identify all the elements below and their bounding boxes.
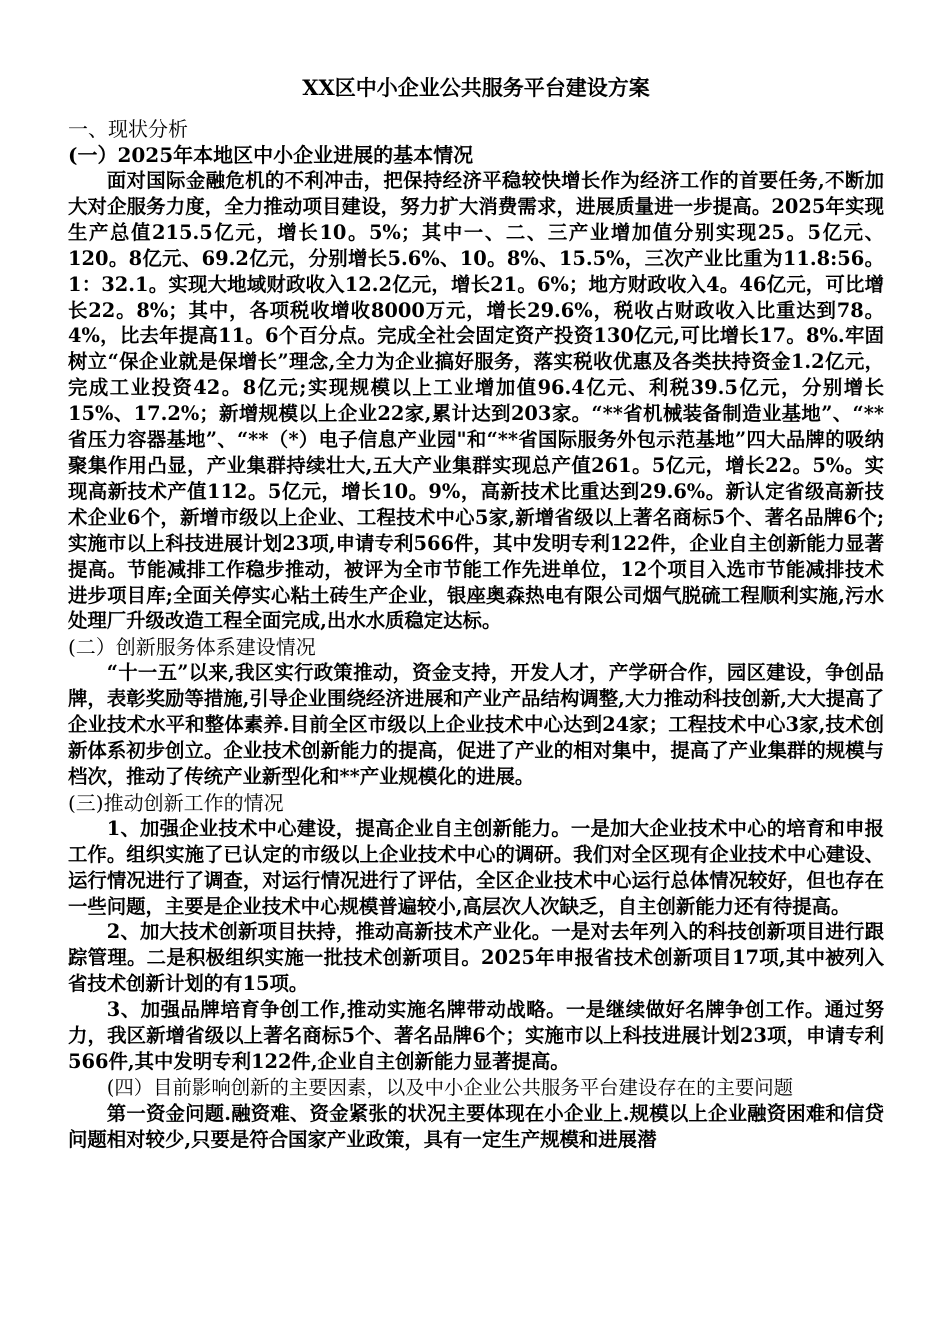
subsection-heading-main-factors: (四）目前影响创新的主要因素，以及中小企业公共服务平台建设存在的主要问题 [106, 1075, 794, 1099]
document-title: XX区中小企业公共服务平台建设方案 [302, 75, 650, 100]
paragraph-brand-building: 3、加强品牌培育争创工作,推动实施名牌带动战略。一是继续做好名牌争创工作。通过努力，我区新增省级以上著名商标5个、著名品牌6个；实施市以上科技进展计划23项，申请专利566件,其中发明专利122件,企业自主创新能力显著提高。 [68, 998, 884, 1073]
paragraph-tech-projects: 2、加大技术创新项目扶持，推动高新技术产业化。一是对去年列入的科技创新项目进行跟踪管理。二是积极组织实施一批技术创新项目。2025年申报省技术创新项目17项,其中被列入省技术创新计划的有15项。 [68, 920, 884, 996]
subsection-heading-innovation-system: (二）创新服务体系建设情况 [68, 635, 316, 660]
subsection-heading-innovation-work: (三)推动创新工作的情况 [68, 790, 284, 815]
paragraph-basic-situation: 面对国际金融危机的不利冲击，把保持经济平稳较快增长作为经济工作的首要任务,不断加大对企服务力度，全力推动项目建设，努力扩大消费需求，进展质量进一步提高。2025年实现生产总值215.5亿元，增长10。5%；其中一、二、三产业增加值分别实现25。5亿元、120。8亿元、69.2亿元，分别增长5.6%、10。8%、15.5%，三次产业比重为11.8:56。1：32.1。实现大地域财政收入12.2亿元，增长21。6%；地方财政收入4。46亿元，可比增长22。8%；其中，各项税收增收8000万元，增长29.6%，税收占财政收入比重达到78。4%，比去年提高11。6个百分点。完成全社会固定资产投资130亿元,可比增长17。8%.牢固树立“保企业就是保增长”理念,全力为企业搞好服务，落实税收优惠及各类扶持资金1.2亿元，完成工业投资42。8亿元;实现规模以上工业增加值96.4亿元、利税39.5亿元，分别增长15%、17.2%；新增规模以上企业22家,累计达到203家。“**省机械装备制造业基地”、“**省压力容器基地”、“**（*）电子信息产业园"和“**省国际服务外包示范基地”四大品牌的吸纳聚集作用凸显，产业集群持续壮大,五大产业集群实现总产值261。5亿元，增长22。5%。实现高新技术产值112。5亿元，增长10。9%，高新技术比重达到29.6%。新认定省级高新技术企业6个，新增市级以上企业、工程技术中心5家,新增省级以上著名商标5个、著名品牌6个;实施市以上科技进展计划23项,申请专利566件，其中发明专利122件，企业自主创新能力显著提高。节能减排工作稳步推动，被评为全市节能工作先进单位，12个项目入选市节能减排技术进步项目库;全面关停实心粘土砖生产企业，银座奥森热电有限公司烟气脱硫工程顺利实施,污水处理厂升级改造工程全面完成,出水水质稳定达标。 [68, 169, 884, 633]
paragraph-funding-issue: 第一资金问题.融资难、资金紧张的状况主要体现在小企业上.规模以上企业融资困难和信贷问题相对较少,只要是符合国家产业政策，具有一定生产规模和进展潜 [68, 1101, 884, 1151]
paragraph-tech-center: 1、加强企业技术中心建设，提高企业自主创新能力。一是加大企业技术中心的培育和申报工作。组织实施了已认定的市级以上企业技术中心的调研。我们对全区现有企业技术中心建设、运行情况进行了调查，对运行情况进行了评估，全区企业技术中心运行总体情况较好，但也存在一些问题，主要是企业技术中心规模普遍较小,高层次人次缺乏，自主创新能力还有待提高。 [68, 816, 884, 918]
paragraph-innovation-system: “十一五”以来,我区实行政策推动，资金支持，开发人才，产学研合作，园区建设，争创品牌，表彰奖励等措施,引导企业围绕经济进展和产业产品结构调整,大力推动科技创新,大大提高了企业技术水平和整体素养.目前全区市级以上企业技术中心达到24家；工程技术中心3家,技术创新体系初步创立。企业技术创新能力的提高，促进了产业的相对集中，提高了产业集群的规模与档次，推动了传统产业新型化和**产业规模化的进展。 [68, 661, 884, 788]
section-heading-status-analysis: 一、现状分析 [68, 117, 188, 141]
subsection-heading-basic-situation: (一）2025年本地区中小企业进展的基本情况 [68, 143, 474, 167]
